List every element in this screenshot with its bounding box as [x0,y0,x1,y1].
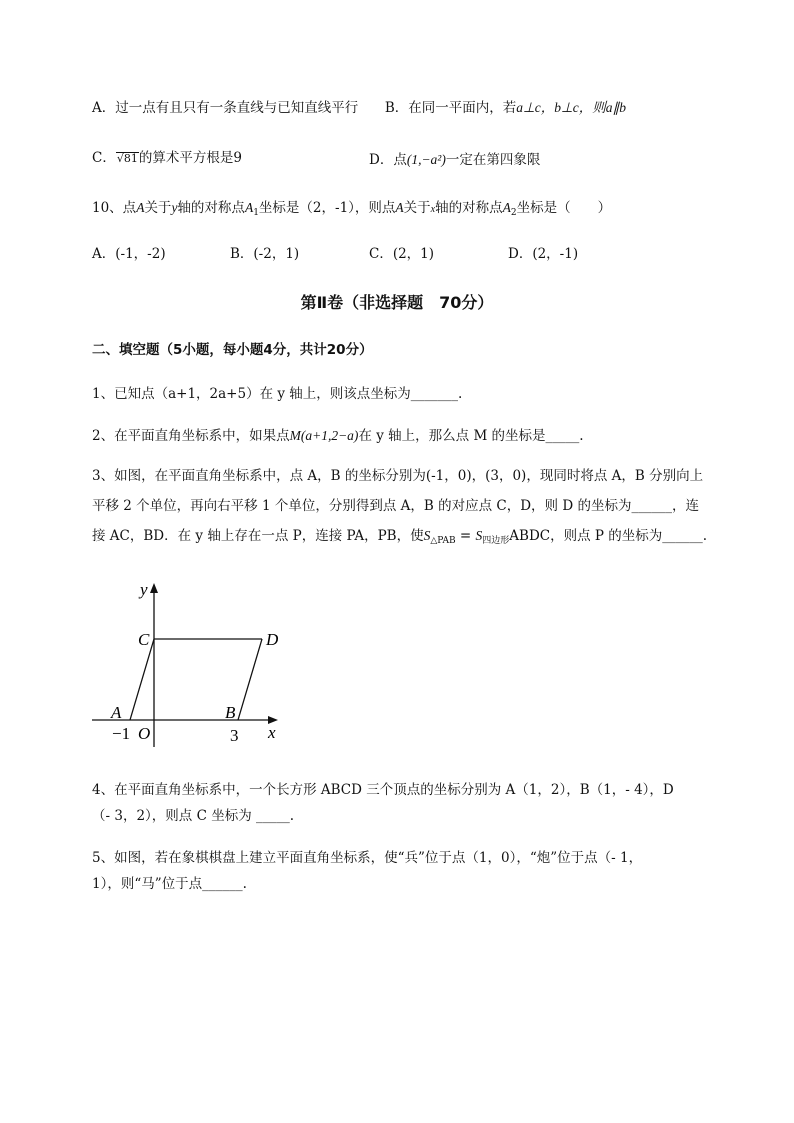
fill-question-4-line1: 4、在平面直角坐标系中，一个长方形 ABCD 三个顶点的坐标分别为 A（1，2），B（1，- 4），D [92,782,674,798]
q9-options-ab [92,98,626,118]
x-axis-label: x [268,723,276,742]
q9-option-a: A．过一点有且只有一条直线与已知直线平行 [92,100,359,116]
q10-option-c: C．(2，1) [369,246,435,262]
q10-stem: 10、点A关于y轴的对称点$A_1$坐标是（2，-1），则点A关于x轴的对称点$A_2$坐标是（ ） [92,200,612,218]
fill-question-2: 2、在平面直角坐标系中，如果点M(a+1,2−a)在 y 轴上，那么点 M 的坐标是_____. [92,428,584,444]
q10-option-a: A．(-1，-2) [92,246,166,262]
q9-option-d: D．点(1,−a²)一定在第四象限 [369,152,541,168]
label-minus1: −1 [112,724,131,743]
label-O: O [138,724,151,743]
segment-AC [130,639,154,720]
q10-option-d: D．(2，-1) [508,246,579,262]
segment-BD [238,639,262,720]
q9-option-b: B．在同一平面内，若a⊥c，b⊥c，则a∥b [384,100,627,116]
label-B: B [225,703,236,722]
fill-question-4-line2: （- 3，2），则点 C 坐标为 _____. [92,808,295,824]
fill-question-5-line2: 1），则“马”位于点______. [92,876,247,892]
fill-question-5-line1: 5、如图，若在象棋棋盘上建立平面直角坐标系，使“兵”位于点（1，0），“炮”位于点（- 1， [92,850,643,866]
section-title: 第Ⅱ卷（非选择题 70分） [300,293,494,312]
fill-question-1: 1、已知点（a+1，2a+5）在 y 轴上，则该点坐标为_______. [92,386,463,402]
fill-group-title: 二、填空题（5小题，每小题4分，共计20分） [92,342,373,358]
sqrt-symbol: √81 [116,152,138,165]
coordinate-figure [92,575,292,750]
q10-option-b: B．(-2，1) [230,246,300,262]
fill-question-3-line3: 接 AC，BD．在 y 轴上存在一点 P，连接 PA，PB，使$S_{\triangle PAB}$ = $S_{四边形}ABDC$，则点 P 的坐标为______. [92,528,708,546]
fill-question-3-line2: 平移 2 个单位，再向右平移 1 个单位，分别得到点 A，B 的对应点 C，D，则 D 的坐标为______，连 [92,498,699,514]
q9-option-c: C．√81的算术平方根是9 [92,150,242,166]
label-C: C [138,630,150,649]
y-axis-arrow [150,583,158,593]
label-D: D [266,630,279,649]
label-A: A [111,703,122,722]
y-axis-label: y [140,580,148,599]
label-3: 3 [230,726,239,745]
fill-question-3-line1: 3、如图，在平面直角坐标系中，点 A，B 的坐标分别为(-1，0)，(3，0)，现同时将点 A，B 分别向上 [92,468,704,484]
